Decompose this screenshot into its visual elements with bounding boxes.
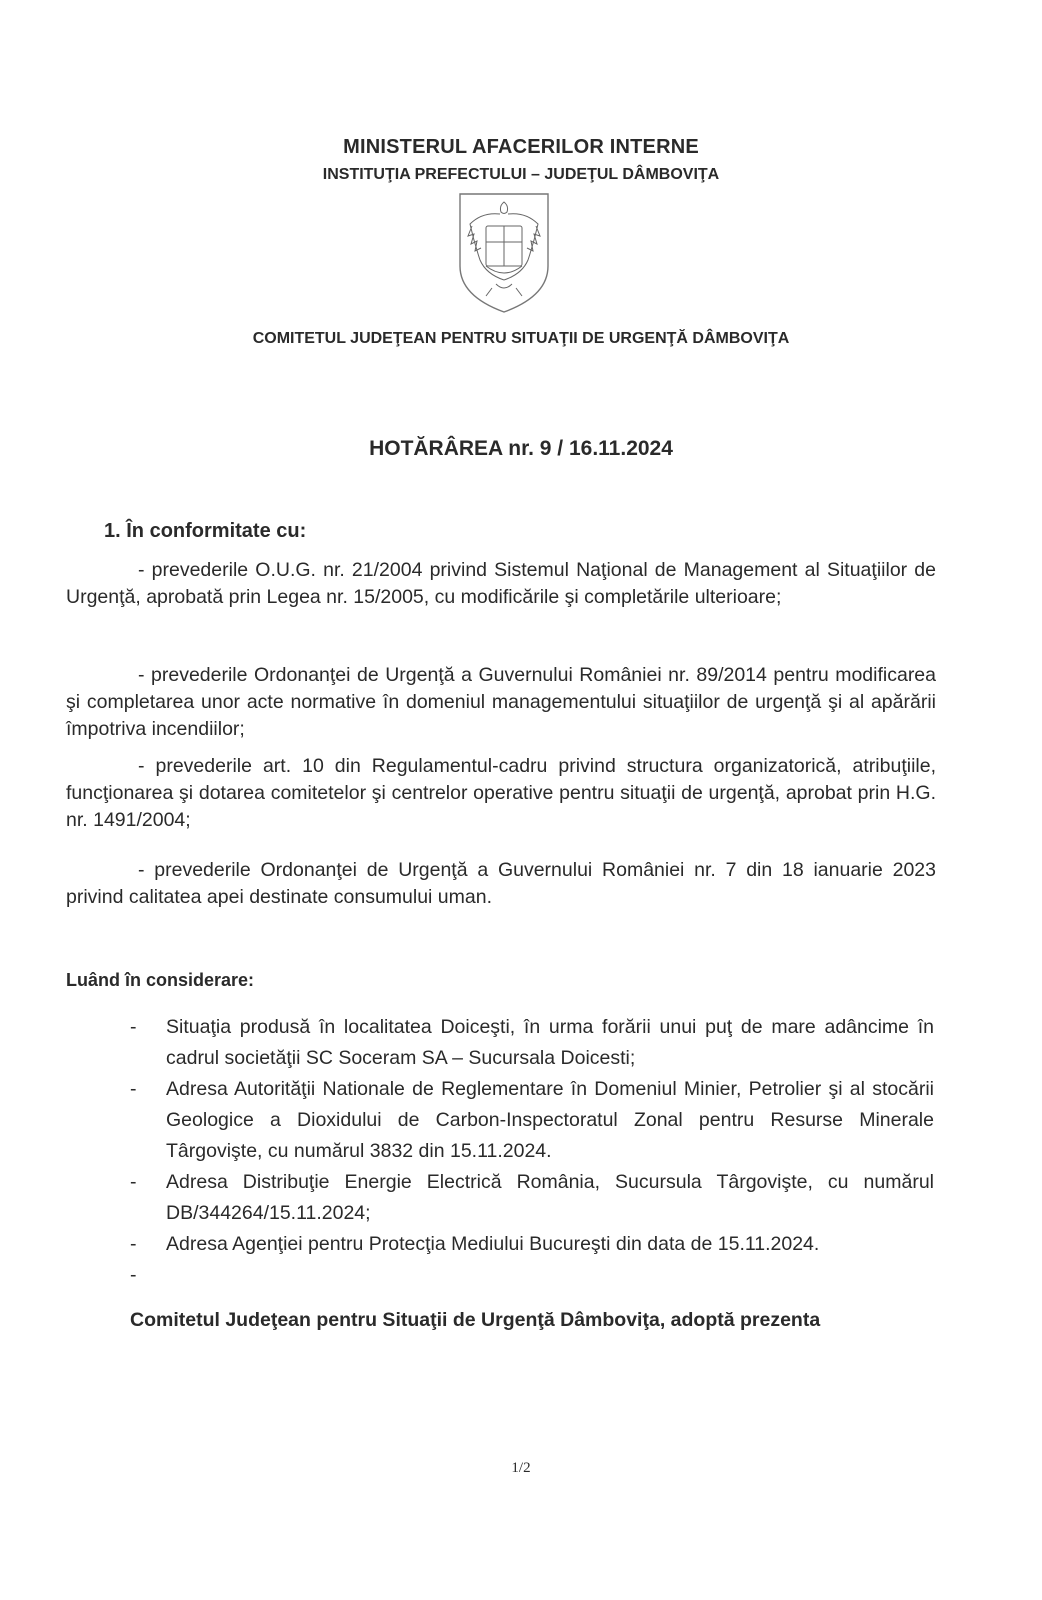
considering-list [124,1012,934,1291]
adoption-statement: Comitetul Judeţean pentru Situaţii de Urgenţă Dâmboviţa, adoptă prezenta [130,1309,821,1331]
list-dash: - [130,1078,137,1100]
list-item-text: Situaţia produsă în localitatea Doiceşti, în urma forării unui puţ de mare adâncime în cadrul societăţii SC Soceram SA – Sucursala Doicesti; [166,1016,934,1069]
list-item-text: Adresa Autorităţii Nationale de Reglementare în Domeniul Minier, Petrolier şi al stocării Geologice a Dioxidului de Carbon-Inspectoratul Zonal pentru Resurse Minerale Târgovişte, cu numărul 3832 din 15.11.2024. [166,1078,934,1162]
decision-title: HOTĂRÂREA nr. 9 / 16.11.2024 [369,437,673,460]
committee-heading: COMITETUL JUDEŢEAN PENTRU SITUAŢII DE URGENŢĂ DÂMBOVIŢA [252,330,790,347]
list-item [124,1260,934,1291]
legal-basis-paragraph: - prevederile O.U.G. nr. 21/2004 privind Sistemul Naţional de Management al Situaţiilor de Urgenţă, aprobată prin Legea nr. 15/2005, cu modificările şi completările ulterioare; [66,559,936,608]
page-number: 1/2 [511,1460,531,1476]
list-item-text: Adresa Distribuţie Energie Electrică România, Sucursula Târgovişte, cu numărul DB/344264/15.11.2024; [166,1171,934,1224]
ministry-heading: MINISTERUL AFACERILOR INTERNE [343,136,699,158]
list-item [124,1229,934,1260]
list-dash: - [130,1233,137,1255]
considering-title: Luând în considerare: [66,970,255,990]
list-item-text: Adresa Agenţiei pentru Protecţia Mediului Bucureşti din data de 15.11.2024. [166,1233,820,1255]
section-1-title: 1. În conformitate cu: [104,520,307,542]
legal-basis-paragraph: - prevederile art. 10 din Regulamentul-cadru privind structura organizatorică, atribuţiile, funcţionarea şi dotarea comitetelor şi centrelor operative pentru situaţii de urgenţă, aprobat prin H.G. nr. 1491/2004; [66,755,936,831]
list-item [124,1012,934,1074]
list-dash: - [130,1171,137,1193]
list-dash: - [130,1016,137,1038]
legal-basis-paragraph: - prevederile Ordonanţei de Urgenţă a Guvernului României nr. 89/2014 pentru modificarea şi completarea unor acte normative în domeniul managementului situaţiilor de urgenţă şi al apărării împotriva incendiilor; [66,664,936,740]
list-item [124,1167,934,1229]
list-item [124,1074,934,1167]
romania-coat-of-arms-icon [456,188,552,316]
institution-heading: INSTITUŢIA PREFECTULUI – JUDEŢUL DÂMBOVIŢA [322,166,720,183]
list-dash: - [130,1264,137,1286]
legal-basis-paragraph: - prevederile Ordonanţei de Urgenţă a Guvernului României nr. 7 din 18 ianuarie 2023 privind calitatea apei destinate consumului uman. [66,859,936,908]
